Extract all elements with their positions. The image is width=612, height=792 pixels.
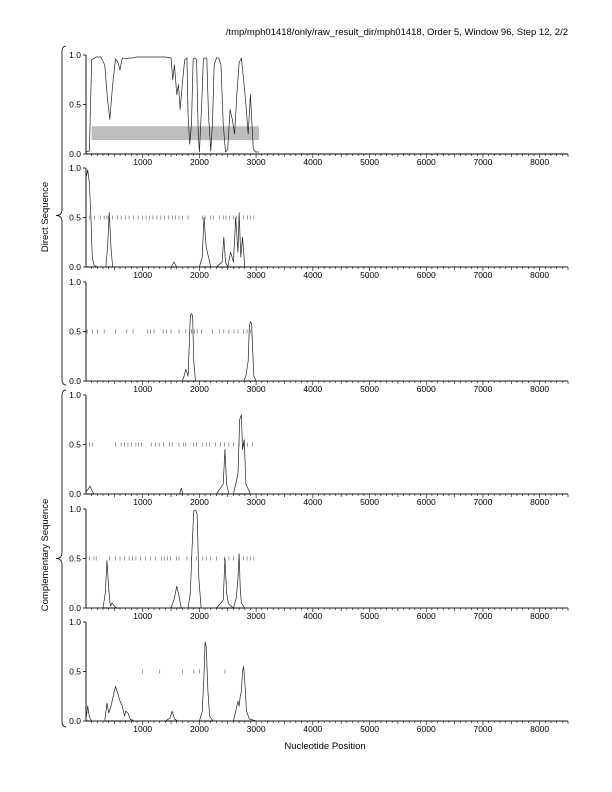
x-tick-label: 6000 bbox=[416, 724, 436, 734]
x-tick-label: 3000 bbox=[246, 384, 266, 394]
x-tick-label: 2000 bbox=[189, 270, 209, 280]
y-tick-label: 0.5 bbox=[69, 553, 81, 564]
y-tick-label: 0.5 bbox=[69, 439, 81, 450]
x-tick-label: 8000 bbox=[530, 157, 550, 167]
x-tick-label: 6000 bbox=[416, 384, 436, 394]
x-tick-label: 8000 bbox=[530, 724, 550, 734]
x-tick-label: 4000 bbox=[303, 611, 323, 621]
x-tick-label: 1000 bbox=[133, 157, 153, 167]
y-tick-label: 0.5 bbox=[69, 99, 81, 110]
x-tick-label: 1000 bbox=[133, 384, 153, 394]
marker-ticks bbox=[87, 330, 250, 334]
x-tick-label: 8000 bbox=[530, 497, 550, 507]
x-tick-label: 4000 bbox=[303, 270, 323, 280]
group-label-complementary: Complementary Sequence bbox=[40, 498, 51, 612]
marker-ticks bbox=[143, 670, 225, 674]
x-tick-label: 3000 bbox=[246, 497, 266, 507]
x-tick-label: 3000 bbox=[246, 270, 266, 280]
x-minor-ticks bbox=[92, 494, 568, 498]
marker-ticks bbox=[89, 557, 253, 561]
y-tick-label: 1.0 bbox=[69, 50, 81, 60]
x-tick-label: 8000 bbox=[530, 611, 550, 621]
x-axis-label: Nucleotide Position bbox=[284, 741, 366, 752]
x-tick-label: 1000 bbox=[133, 270, 153, 280]
panel-1 bbox=[69, 50, 568, 167]
series-line bbox=[86, 642, 568, 721]
x-tick-label: 8000 bbox=[530, 384, 550, 394]
x-tick-label: 6000 bbox=[416, 270, 436, 280]
x-tick-label: 2000 bbox=[189, 384, 209, 394]
x-tick-label: 1000 bbox=[133, 497, 153, 507]
x-tick-label: 5000 bbox=[360, 157, 379, 167]
y-tick-label: 0.5 bbox=[69, 212, 81, 223]
y-tick-label: 1.0 bbox=[69, 390, 81, 400]
y-tick-label: 0.0 bbox=[69, 716, 81, 726]
bracket-direct bbox=[56, 46, 66, 385]
x-tick-label: 1000 bbox=[133, 611, 153, 621]
panel-2 bbox=[69, 163, 568, 280]
x-tick-label: 5000 bbox=[360, 270, 379, 280]
x-tick-label: 3000 bbox=[246, 724, 266, 734]
x-tick-label: 2000 bbox=[189, 611, 209, 621]
panel-4 bbox=[69, 390, 568, 507]
x-minor-ticks bbox=[92, 267, 568, 271]
x-tick-label: 6000 bbox=[416, 611, 436, 621]
series-line bbox=[86, 170, 568, 267]
x-minor-ticks bbox=[92, 154, 568, 158]
marker-ticks bbox=[89, 216, 253, 220]
group-brackets bbox=[56, 46, 66, 727]
x-minor-ticks bbox=[92, 381, 568, 385]
x-tick-label: 2000 bbox=[189, 157, 209, 167]
x-tick-label: 2000 bbox=[189, 497, 209, 507]
x-tick-label: 5000 bbox=[360, 384, 379, 394]
x-tick-label: 5000 bbox=[360, 611, 379, 621]
x-tick-label: 4000 bbox=[303, 157, 323, 167]
x-tick-label: 2000 bbox=[189, 724, 209, 734]
x-minor-ticks bbox=[92, 721, 568, 725]
panel-5 bbox=[69, 504, 568, 621]
series-line bbox=[86, 510, 568, 608]
x-tick-label: 7000 bbox=[473, 270, 493, 280]
y-tick-label: 1.0 bbox=[69, 163, 81, 173]
x-tick-label: 5000 bbox=[360, 724, 379, 734]
x-tick-label: 3000 bbox=[246, 611, 266, 621]
y-tick-label: 0.0 bbox=[69, 603, 81, 613]
x-tick-label: 7000 bbox=[473, 611, 493, 621]
figure-header: /tmp/mph01418/only/raw_result_dir/mph01418, Order 5, Window 96, Step 12, 2/2 bbox=[225, 27, 568, 38]
bracket-complementary bbox=[56, 390, 66, 727]
x-tick-label: 7000 bbox=[473, 384, 493, 394]
x-tick-label: 1000 bbox=[133, 724, 153, 734]
y-tick-label: 1.0 bbox=[69, 617, 81, 627]
y-tick-label: 0.0 bbox=[69, 149, 81, 159]
x-minor-ticks bbox=[92, 608, 568, 612]
x-tick-label: 5000 bbox=[360, 497, 379, 507]
x-tick-label: 4000 bbox=[303, 497, 323, 507]
x-tick-label: 7000 bbox=[473, 157, 493, 167]
x-tick-label: 7000 bbox=[473, 497, 493, 507]
x-tick-label: 8000 bbox=[530, 270, 550, 280]
x-tick-label: 3000 bbox=[246, 157, 266, 167]
x-tick-label: 4000 bbox=[303, 724, 323, 734]
y-tick-label: 0.0 bbox=[69, 489, 81, 499]
group-label-direct: Direct Sequence bbox=[40, 181, 51, 253]
x-tick-label: 7000 bbox=[473, 724, 493, 734]
panels bbox=[69, 50, 568, 734]
y-tick-label: 0.0 bbox=[69, 376, 81, 386]
x-tick-label: 6000 bbox=[416, 157, 436, 167]
series-line bbox=[86, 314, 568, 381]
x-tick-label: 6000 bbox=[416, 497, 436, 507]
series-line bbox=[86, 415, 568, 494]
y-tick-label: 1.0 bbox=[69, 277, 81, 287]
y-tick-label: 0.0 bbox=[69, 262, 81, 272]
panel-6 bbox=[69, 617, 568, 734]
marker-ticks bbox=[89, 443, 252, 447]
y-tick-label: 1.0 bbox=[69, 504, 81, 514]
y-tick-label: 0.5 bbox=[69, 666, 81, 677]
panel-3 bbox=[69, 277, 568, 394]
x-tick-label: 4000 bbox=[303, 384, 323, 394]
y-tick-label: 0.5 bbox=[69, 326, 81, 337]
